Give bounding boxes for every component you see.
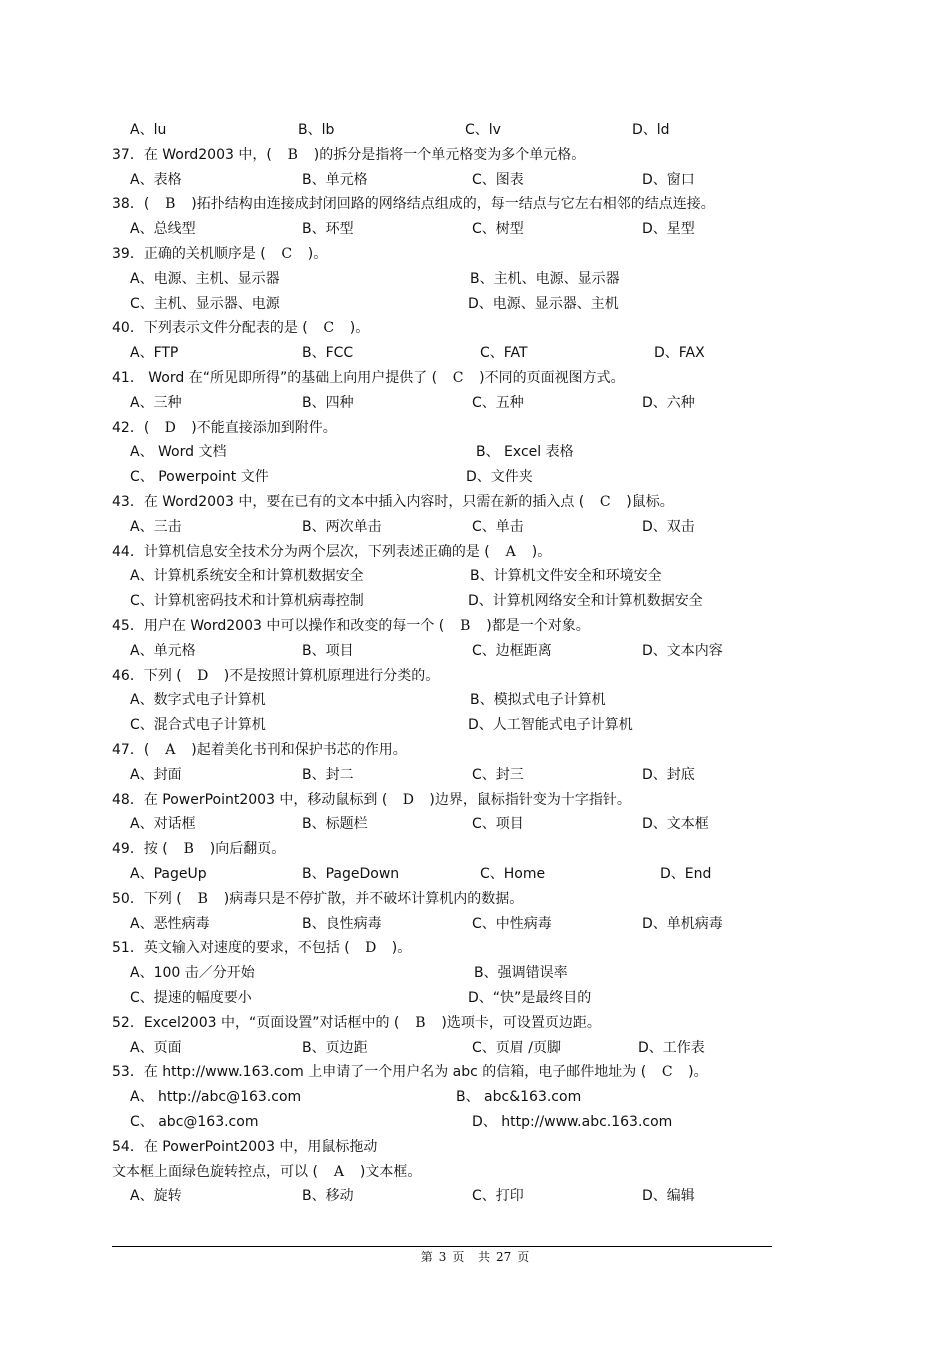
question-stem: 37．在 Word2003 中，(: [112, 146, 272, 163]
question-stem: 40．下列表示文件分配表的是 (: [112, 320, 308, 337]
question-line: [112, 665, 792, 687]
option-item: D、封底: [642, 766, 695, 783]
question-line: [112, 838, 792, 860]
question-stem: 49．按 (: [112, 841, 168, 858]
option-item: A、表格: [130, 171, 182, 188]
options-row: [130, 392, 810, 414]
answer-letter: D: [402, 791, 414, 808]
option-item: B、 abc&163.com: [456, 1089, 582, 1106]
option-item: D、文本框: [642, 816, 709, 833]
option-item: D、窗口: [642, 171, 695, 188]
options-row: [130, 1111, 810, 1133]
question-stem-end: )向后翻页。: [209, 841, 286, 858]
footer-total-unit: 页: [517, 1250, 530, 1264]
options-row: [130, 764, 810, 786]
option-item: A、 http://abc@163.com: [130, 1089, 302, 1106]
option-item: C、 abc@163.com: [130, 1114, 259, 1130]
option-item: D、FAX: [654, 345, 705, 362]
options-row: [130, 1185, 810, 1207]
option-item: A、电源、主机、显示器: [130, 270, 280, 287]
option-item: C、提速的幅度要小: [130, 990, 252, 1006]
option-item: C、FAT: [480, 345, 528, 362]
question-line: [112, 193, 792, 215]
option-item: A、FTP: [130, 345, 179, 362]
option-item: B、四种: [302, 394, 354, 411]
question-stem: 45．用户在 Word2003 中可以操作和改变的每一个 (: [112, 618, 445, 634]
footer-total-label: 共: [478, 1250, 491, 1264]
option-item: D、 http://www.abc.163.com: [472, 1114, 673, 1130]
question-line: [112, 937, 792, 959]
question-stem-end: )。: [391, 940, 412, 957]
question-line: [112, 739, 792, 761]
question-line: [112, 1012, 792, 1034]
question-stem-end: )。: [349, 320, 370, 337]
options-row: [130, 565, 810, 587]
option-item: C、混合式电子计算机: [130, 717, 266, 734]
option-item: A、旋转: [130, 1188, 182, 1205]
options-row: [130, 293, 810, 315]
options-row: [130, 268, 810, 290]
question-stem-end: )不是按照计算机原理进行分类的。: [223, 667, 440, 684]
answer-letter: C: [661, 1064, 673, 1081]
footer-total-pages: 27: [496, 1250, 512, 1264]
question-stem-end: )。: [307, 246, 328, 262]
option-item: A、计算机系统安全和计算机数据安全: [130, 568, 364, 585]
options-row: [130, 169, 810, 191]
question-stem: 41． Word 在“所见即所得”的基础上向用户提供了 (: [112, 370, 438, 386]
option-item: C、边框距离: [472, 642, 552, 659]
option-item: D、编辑: [642, 1188, 695, 1205]
question-stem: 48．在 PowerPoint2003 中，移动鼠标到 (: [112, 791, 388, 808]
option-item: D、计算机网络安全和计算机数据安全: [468, 593, 703, 610]
question-line: [112, 243, 792, 265]
option-item: D、六种: [642, 394, 695, 411]
options-row: [130, 342, 810, 364]
question-line: [112, 367, 792, 389]
option-item: A、PageUp: [130, 866, 207, 882]
answer-letter: B: [415, 1014, 426, 1031]
option-item: D、单机病毒: [642, 915, 723, 932]
answer-letter: B: [183, 841, 194, 858]
answer-letter: B: [287, 146, 298, 163]
option-item: D、End: [660, 866, 712, 882]
option-item: D、文件夹: [466, 469, 533, 486]
question-line: [112, 541, 792, 563]
answer-letter: D: [164, 419, 176, 436]
question-stem-end: )不同的页面视图方式。: [479, 370, 625, 386]
options-row: [130, 1037, 810, 1059]
answer-letter: B: [460, 618, 471, 634]
question-stem-end: )选项卡，可设置页边距。: [441, 1014, 601, 1031]
option-item: C、页眉 /页脚: [472, 1039, 561, 1056]
question-stem: 51．英文输入对速度的要求，不包括 (: [112, 940, 350, 957]
answer-letter: D: [197, 667, 209, 684]
option-item: A、三击: [130, 518, 182, 535]
question-stem-end: )的拆分是指将一个单元格变为多个单元格。: [313, 146, 586, 163]
option-item: D、ld: [632, 122, 670, 138]
option-item: D、文本内容: [642, 642, 723, 659]
question-line: [112, 491, 792, 513]
option-item: A、三种: [130, 394, 182, 411]
question-stem: 42．(: [112, 419, 150, 436]
question-stem: 54．在 PowerPoint2003 中，用鼠标拖动: [112, 1138, 378, 1155]
options-row: [130, 516, 810, 538]
option-item: D、电源、显示器、主机: [468, 295, 619, 312]
question-stem-end: )鼠标。: [626, 494, 674, 510]
answer-letter: C: [599, 494, 611, 510]
option-item: B、PageDown: [302, 866, 400, 882]
answer-letter: B: [197, 890, 208, 907]
options-row: [130, 913, 810, 935]
question-line: [112, 317, 792, 339]
options-row: [130, 962, 810, 984]
options-row: [130, 1086, 810, 1108]
option-item: C、树型: [472, 221, 524, 238]
option-item: A、恶性病毒: [130, 915, 210, 932]
question-stem-end: )不能直接添加到附件。: [191, 419, 337, 436]
options-row: [130, 119, 810, 141]
footer-page-number: 3: [438, 1250, 447, 1264]
option-item: A、lu: [130, 122, 167, 138]
option-item: A、单元格: [130, 642, 196, 659]
question-stem-end: )。: [531, 543, 552, 560]
option-item: B、强调错误率: [474, 965, 568, 982]
question-stem: 47．(: [112, 742, 150, 758]
answer-letter: A: [333, 1163, 344, 1180]
option-item: B、移动: [302, 1188, 354, 1205]
answer-letter: C: [281, 246, 293, 262]
footer-divider: [112, 1246, 772, 1247]
options-row: [130, 640, 810, 662]
option-item: B、项目: [302, 642, 354, 659]
option-item: B、计算机文件安全和环境安全: [470, 568, 662, 585]
option-item: D、工作表: [638, 1039, 705, 1056]
footer-page-label: 第: [420, 1250, 433, 1264]
option-item: D、星型: [642, 221, 695, 238]
question-stem-end: )边界，鼠标指针变为十字指针。: [429, 791, 631, 808]
option-item: C、Home: [480, 866, 546, 882]
options-row: [130, 689, 810, 711]
option-item: C、主机、显示器、电源: [130, 295, 280, 312]
options-row: [130, 466, 810, 488]
option-item: C、图表: [472, 171, 524, 188]
option-item: B、页边距: [302, 1039, 368, 1056]
question-line: [112, 417, 792, 439]
option-item: C、打印: [472, 1188, 524, 1205]
option-item: C、 Powerpoint 文件: [130, 469, 269, 486]
answer-letter: C: [452, 370, 464, 386]
question-stem-end: )文本框。: [359, 1163, 422, 1180]
option-item: D、人工智能式电子计算机: [468, 717, 633, 734]
question-line: [112, 789, 792, 811]
option-item: A、100 击／分开始: [130, 965, 255, 982]
option-item: D、“快”是最终目的: [468, 990, 592, 1006]
question-line: [112, 1161, 792, 1183]
option-item: B、封二: [302, 766, 354, 783]
options-row: [130, 863, 810, 885]
option-item: B、环型: [302, 221, 354, 238]
question-stem: 52．Excel2003 中，“页面设置”对话框中的 (: [112, 1014, 400, 1031]
question-stem-end: )病毒只是不停扩散，并不破坏计算机内的数据。: [223, 890, 524, 907]
answer-letter: D: [365, 940, 377, 957]
option-item: B、标题栏: [302, 816, 368, 833]
question-stem: 39．正确的关机顺序是 (: [112, 246, 266, 262]
option-item: C、中性病毒: [472, 915, 552, 932]
option-item: A、数字式电子计算机: [130, 692, 266, 709]
option-item: A、封面: [130, 766, 182, 783]
option-item: C、五种: [472, 394, 524, 411]
answer-letter: B: [165, 196, 176, 213]
options-row: [130, 218, 810, 240]
question-line: [112, 1061, 792, 1083]
option-item: B、lb: [298, 122, 335, 138]
question-stem-end: )起着美化书刊和保护书芯的作用。: [191, 742, 407, 758]
option-item: A、页面: [130, 1039, 182, 1056]
option-item: C、lv: [465, 122, 501, 138]
answer-letter: A: [505, 543, 516, 560]
answer-letter: C: [323, 320, 335, 337]
option-item: A、 Word 文档: [130, 444, 227, 461]
question-stem: 46．下列 (: [112, 667, 182, 684]
option-item: B、模拟式电子计算机: [470, 692, 606, 709]
question-stem-end: )都是一个对象。: [486, 618, 590, 634]
options-row: [130, 987, 810, 1009]
options-row: [130, 590, 810, 612]
question-stem: 38．(: [112, 196, 150, 213]
options-row: [130, 813, 810, 835]
page-footer: [0, 1249, 950, 1265]
question-stem: 文本框上面绿色旋转控点，可以 (: [112, 1163, 318, 1180]
question-line: [112, 888, 792, 910]
option-item: B、 Excel 表格: [476, 444, 574, 461]
question-line: [112, 1136, 792, 1158]
option-item: A、总线型: [130, 221, 196, 238]
question-line: [112, 144, 792, 166]
option-item: B、FCC: [302, 345, 354, 362]
answer-letter: A: [165, 742, 176, 758]
option-item: B、单元格: [302, 171, 368, 188]
question-stem-end: )。: [688, 1064, 708, 1081]
option-item: A、对话框: [130, 816, 196, 833]
option-item: C、单击: [472, 518, 524, 535]
option-item: C、项目: [472, 816, 524, 833]
question-stem-end: )拓扑结构由连接成封闭回路的网络结点组成的，每一结点与它左右相邻的结点连接。: [191, 196, 715, 213]
option-item: C、计算机密码技术和计算机病毒控制: [130, 593, 364, 610]
question-stem: 43．在 Word2003 中，要在已有的文本中插入内容时，只需在新的插入点 (: [112, 494, 585, 510]
question-stem: 50．下列 (: [112, 890, 182, 907]
option-item: D、双击: [642, 518, 695, 535]
footer-page-unit: 页: [452, 1250, 465, 1264]
question-stem: 53．在 http://www.163.com 上申请了一个用户名为 abc 的信箱，电子邮件地址为 (: [112, 1064, 647, 1081]
options-row: [130, 441, 810, 463]
option-item: B、两次单击: [302, 518, 382, 535]
option-item: C、封三: [472, 766, 524, 783]
options-row: [130, 714, 810, 736]
question-stem: 44．计算机信息安全技术分为两个层次，下列表述正确的是 (: [112, 543, 490, 560]
option-item: B、主机、电源、显示器: [470, 270, 620, 287]
option-item: B、良性病毒: [302, 915, 382, 932]
question-line: [112, 615, 792, 637]
